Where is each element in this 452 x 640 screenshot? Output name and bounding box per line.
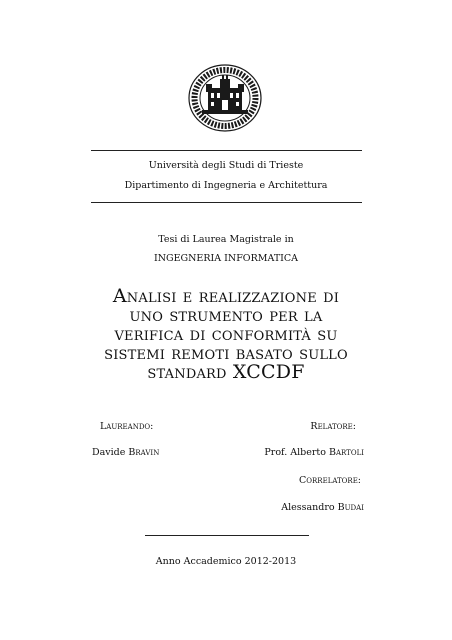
- advisor-surname: Bartoli: [328, 447, 364, 458]
- divider: [91, 202, 362, 203]
- coadvisor-surname: Budai: [337, 502, 364, 513]
- advisor-label: Relatore:: [310, 421, 356, 432]
- academic-year: Anno Accademico 2012-2013: [155, 556, 297, 567]
- divider: [91, 150, 362, 151]
- divider: [145, 535, 309, 536]
- student-first-name: Davide: [92, 447, 126, 458]
- student-name: [92, 447, 159, 458]
- advisor-name: [264, 447, 364, 458]
- title-line: Analisi e realizzazione di: [112, 285, 340, 307]
- title-line: standard XCCDF: [147, 361, 305, 383]
- title-line: sistemi remoti basato sullo: [104, 342, 348, 364]
- thesis-type: Tesi di Laurea Magistrale in: [158, 234, 294, 245]
- coadvisor-name: [281, 502, 364, 513]
- title-line: verifica di conformità su: [114, 323, 338, 345]
- coadvisor-first-name: Alessandro: [281, 502, 335, 513]
- university-name: Università degli Studi di Trieste: [148, 160, 304, 171]
- title-line: uno strumento per la: [129, 304, 323, 326]
- degree-field: INGEGNERIA INFORMATICA: [153, 253, 299, 264]
- department-name: Dipartimento di Ingegneria e Architettura: [124, 180, 328, 191]
- thesis-title: [0, 287, 452, 382]
- university-seal-icon: [186, 62, 264, 134]
- student-surname: Bravin: [128, 447, 160, 458]
- advisor-first-name: Prof. Alberto: [264, 447, 326, 458]
- student-label: Laureando:: [100, 421, 154, 432]
- coadvisor-label: Correlatore:: [299, 475, 361, 486]
